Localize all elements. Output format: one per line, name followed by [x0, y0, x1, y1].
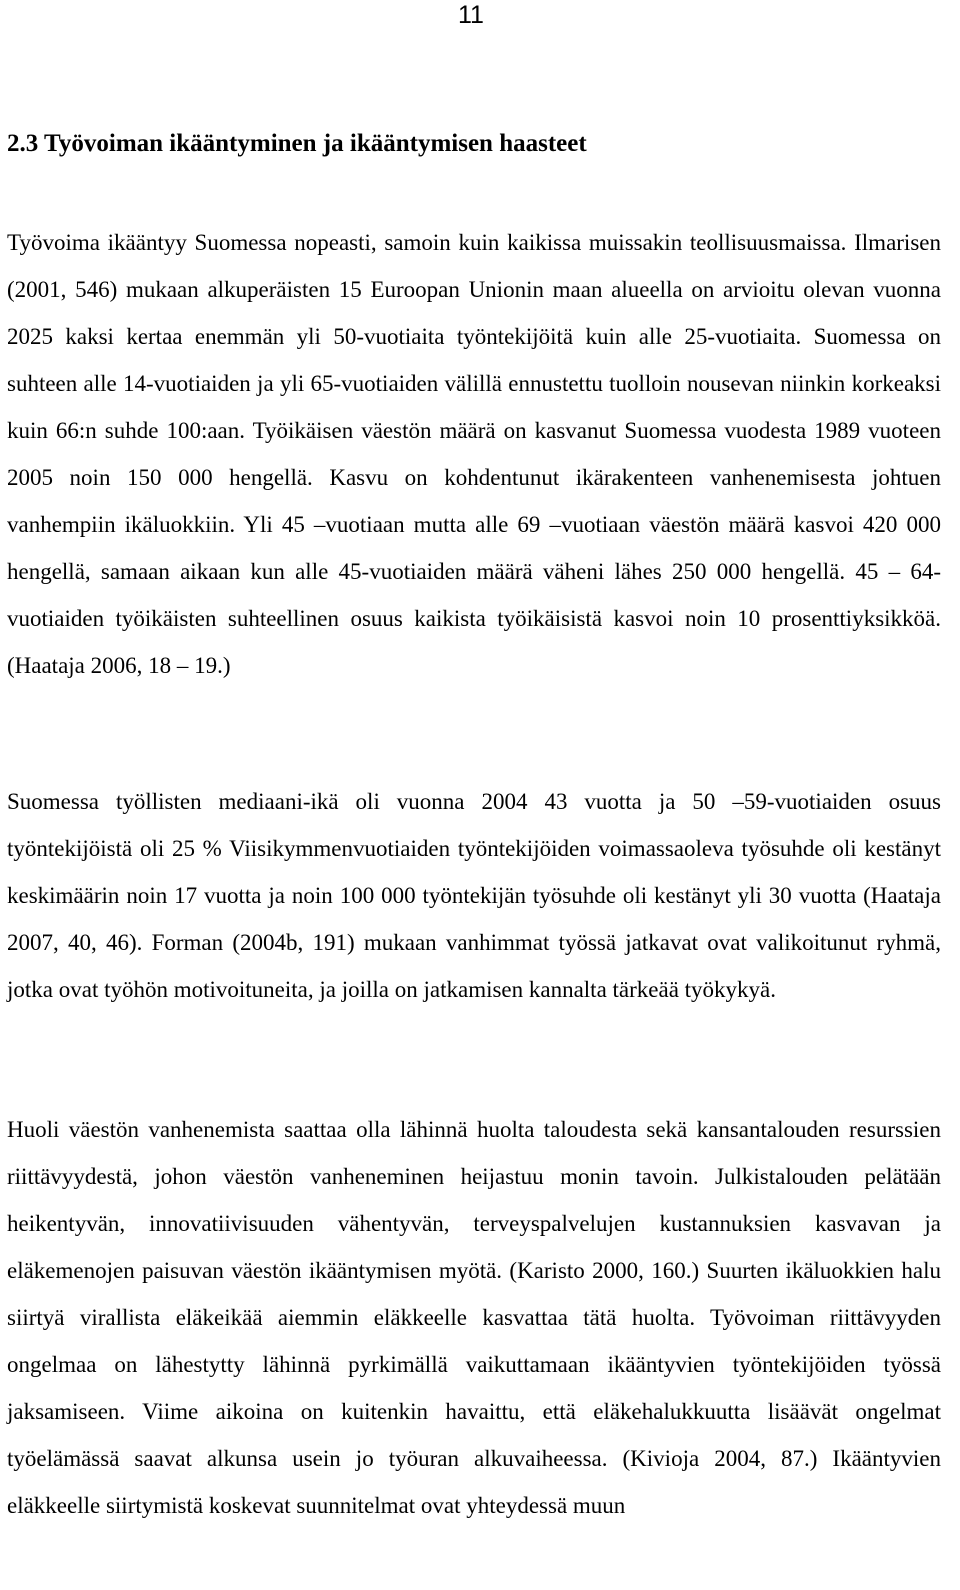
paragraph-economic-concern: Huoli väestön vanhenemista saattaa olla lähinnä huolta taloudesta sekä kansantalouden resurssien riittävyydestä, johon väestön vanheneminen heijastuu monin tavoin. Julkistalouden pelätään heikentyvän, innovatiivisuuden vähentyvän, terveyspalvelujen kustannuksien kasvavan ja eläkemenojen paisuvan väestön ikääntymisen myötä. (Karisto 2000, 160.) Suurten ikäluokkien halu siirtyä virallista eläkeikää aiemmin eläkkeelle kasvattaa tätä huolta. Työvoiman riittävyyden ongelmaa on lähestytty lähinnä pyrkimällä vaikuttamaan ikääntyvien työntekijöiden työssä jaksamiseen. Viime aikoina on kuitenkin havaittu, että eläkehalukkuutta lisäävät ongelmat työelämässä saavat alkunsa usein jo työuran alkuvaiheessa. (Kivioja 2004, 87.) Ikääntyvien eläkkeelle siirtymistä koskevat suunnitelmat ovat yhteydessä muun: [7, 1117, 941, 1518]
page-number: 11: [458, 1, 484, 29]
section-heading: 2.3 Työvoiman ikääntyminen ja ikääntymisen haasteet: [7, 129, 587, 157]
paragraph-median-age: Suomessa työllisten mediaani-ikä oli vuonna 2004 43 vuotta ja 50 –59-vuotiaiden osuus työntekijöistä oli 25 % Viisikymmenvuotiaiden työntekijöiden voimassaoleva työsuhde oli kestänyt keskimäärin noin 17 vuotta ja noin 100 000 työntekijän työsuhde oli kestänyt yli 30 vuotta (Haataja 2007, 40, 46). Forman (2004b, 191) mukaan vanhimmat työssä jatkavat ovat valikoitunut ryhmä, jotka ovat työhön motivoituneita, ja joilla on jatkamisen kannalta tärkeää työkykyä.: [7, 789, 941, 1002]
paragraph-workforce-aging: Työvoima ikääntyy Suomessa nopeasti, samoin kuin kaikissa muissakin teollisuusmaissa. Ilmarisen (2001, 546) mukaan alkuperäisten 15 Euroopan Unionin maan alueella on arvioitu olevan vuonna 2025 kaksi kertaa enemmän yli 50-vuotiaita työntekijöitä kuin alle 25-vuotiaita. Suomessa on suhteen alle 14-vuotiaiden ja yli 65-vuotiaiden välillä ennustettu tuolloin nousevan niinkin korkeaksi kuin 66:n suhde 100:aan. Työikäisen väestön määrä on kasvanut Suomessa vuodesta 1989 vuoteen 2005 noin 150 000 hengellä. Kasvu on kohdentunut ikärakenteen vanhenemisesta johtuen vanhempiin ikäluokkiin. Yli 45 –vuotiaan mutta alle 69 –vuotiaan väestön määrä kasvoi 420 000 hengellä, samaan aikaan kun alle 45-vuotiaiden määrä väheni lähes 250 000 hengellä. 45 – 64-vuotiaiden työikäisten suhteellinen osuus kaikista työikäisistä kasvoi noin 10 prosenttiyksikköä. (Haataja 2006, 18 – 19.): [7, 230, 941, 678]
